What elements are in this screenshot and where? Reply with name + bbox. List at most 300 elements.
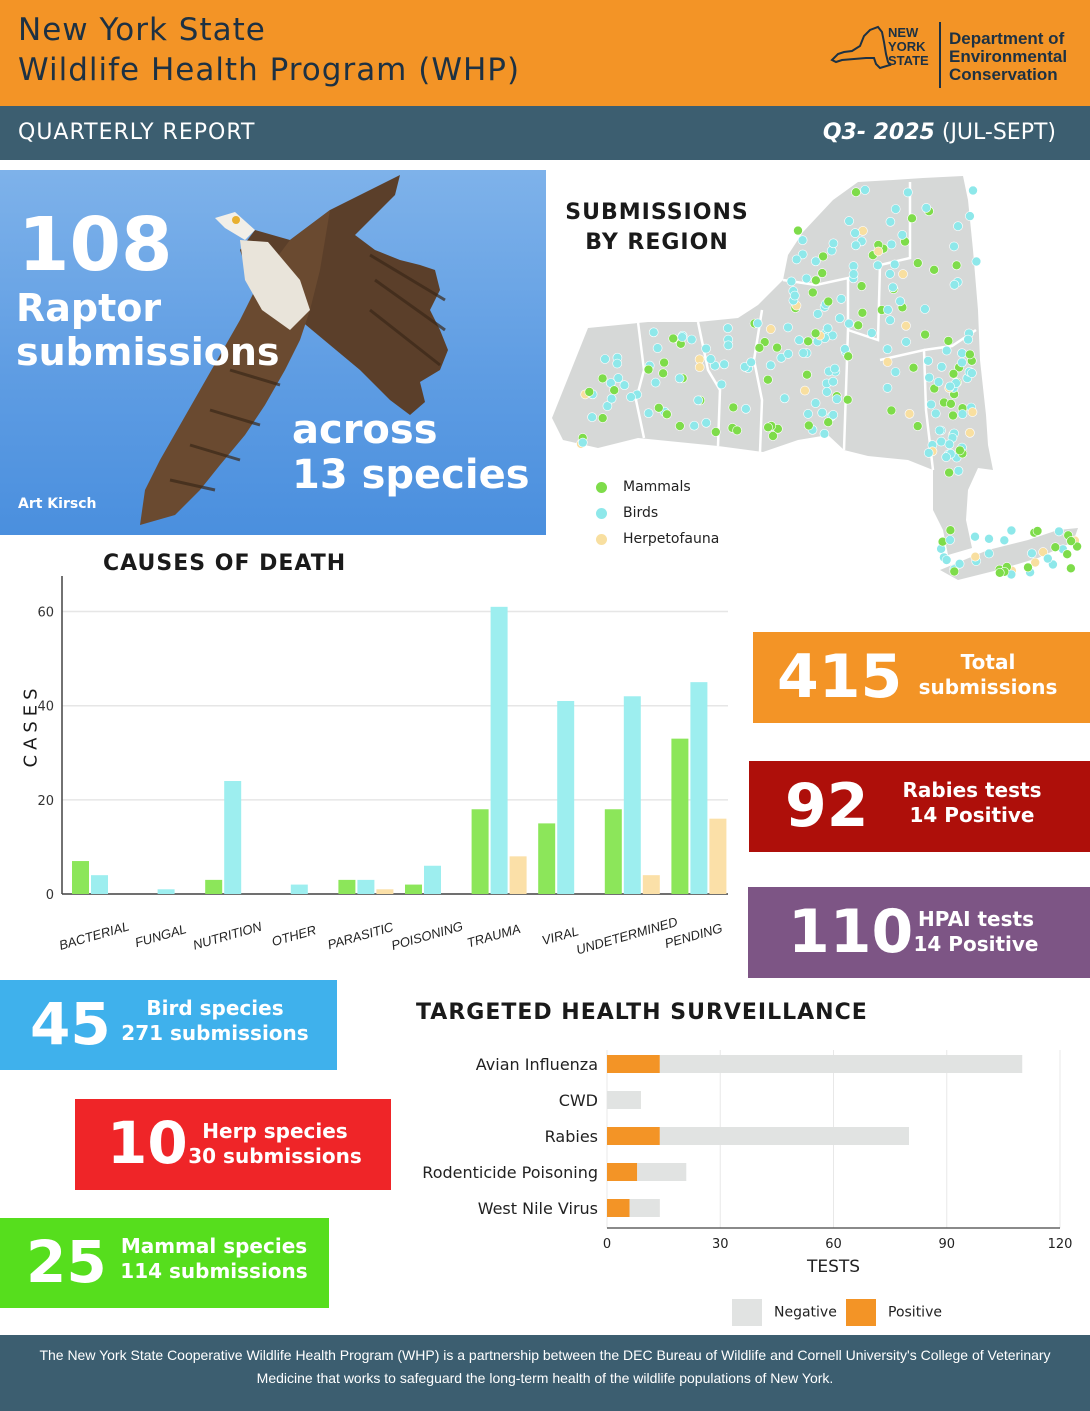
submission-dot [967, 369, 976, 378]
mammal-label-line2: 114 submissions [120, 1259, 308, 1283]
bar-mammals [72, 861, 89, 894]
submission-dot [790, 291, 799, 300]
rabies-number: 92 [785, 771, 869, 841]
y-tick-label: 0 [45, 888, 54, 903]
submission-dot [971, 532, 980, 541]
submission-dot [927, 400, 936, 409]
category-label: Avian Influenza [475, 1055, 598, 1074]
submission-dot [946, 399, 955, 408]
submission-dot [620, 381, 629, 390]
total-submissions-box [753, 632, 1090, 723]
submission-dot [829, 239, 838, 248]
submission-dot [849, 270, 858, 279]
submission-dot [784, 323, 793, 332]
submission-dot [1024, 563, 1033, 572]
logo-divider [939, 22, 941, 88]
bar-birds [291, 885, 308, 894]
submission-dot [773, 343, 782, 352]
y-tick-label: 40 [37, 699, 54, 715]
submission-dot [585, 387, 594, 396]
legend-negative [732, 1299, 837, 1326]
report-months: (JUL-SEPT) [941, 120, 1056, 145]
submission-dot [832, 395, 841, 404]
legend-positive [846, 1299, 942, 1326]
submission-dot [935, 426, 944, 435]
submission-dot [969, 186, 978, 195]
bar-mammals [405, 885, 422, 894]
submission-dot [733, 426, 742, 435]
logo-dept-line: Department of [949, 29, 1065, 48]
surveillance-chart [400, 1030, 1090, 1280]
submission-dot [588, 413, 597, 422]
submission-dot [675, 374, 684, 383]
submission-dot [845, 217, 854, 226]
submission-dot [886, 217, 895, 226]
mammal-species-box [0, 1218, 329, 1308]
submission-dot [942, 346, 951, 355]
submission-dot [1000, 536, 1009, 545]
submission-dot [857, 282, 866, 291]
submission-dot [891, 368, 900, 377]
bar-mammals [338, 880, 355, 894]
program-title-line2: Wildlife Health Program (WHP) [18, 52, 521, 88]
submission-dot [964, 335, 973, 344]
bird-species-number: 45 [30, 990, 111, 1058]
submission-dot [958, 349, 967, 358]
herp-species-number: 10 [107, 1109, 188, 1177]
submission-dot [955, 559, 964, 568]
submission-dot [924, 356, 933, 365]
bird-label-line2: 271 submissions [121, 1021, 309, 1045]
submission-dot [811, 329, 820, 338]
submission-dot [820, 429, 829, 438]
submission-dot [971, 552, 980, 561]
submission-dot [795, 336, 804, 345]
submission-dot [849, 262, 858, 271]
submission-dot [755, 343, 764, 352]
submission-dot [851, 229, 860, 238]
submission-dot [763, 375, 772, 384]
raptor-count: 108 [18, 202, 173, 288]
bar-birds [491, 607, 508, 894]
submission-dot [1043, 554, 1052, 563]
mammal-label-line1: Mammal species [120, 1234, 308, 1258]
submission-dot [968, 408, 977, 417]
submission-dot [858, 308, 867, 317]
rabies-label-line1: Rabies tests [902, 778, 1042, 802]
x-tick-label: PENDING [662, 920, 724, 952]
submission-dot [909, 363, 918, 372]
submission-dot [899, 270, 908, 279]
submission-dot [818, 408, 827, 417]
submission-dot [952, 261, 961, 270]
submission-dot [578, 438, 587, 447]
negative-swatch-icon [732, 1299, 762, 1326]
photo-credit: Art Kirsch [18, 496, 97, 512]
submission-dot [802, 274, 811, 283]
submission-dot [794, 226, 803, 235]
submission-dot [930, 265, 939, 274]
submission-dot [598, 374, 607, 383]
submission-dot [861, 186, 870, 195]
legend-label: Positive [888, 1304, 942, 1321]
submission-dot [822, 387, 831, 396]
submission-dot [653, 344, 662, 353]
rabies-label-line2: 14 Positive [909, 803, 1035, 827]
logo-dept-line: Conservation [949, 65, 1058, 84]
bar-negative [607, 1091, 641, 1109]
herp-species-box [75, 1099, 391, 1190]
submission-dot [598, 414, 607, 423]
bar-negative [630, 1199, 660, 1217]
total-label [913, 650, 1063, 700]
x-tick-label: 120 [1047, 1237, 1073, 1252]
x-tick-label: NUTRITION [191, 918, 264, 953]
bar-mammals [472, 809, 489, 894]
bar-herpetofauna [643, 875, 660, 894]
bar-mammals [205, 880, 222, 894]
submission-dot [954, 222, 963, 231]
submission-dot [886, 316, 895, 325]
bar-birds [158, 889, 175, 894]
submission-dot [717, 380, 726, 389]
submission-dot [995, 568, 1004, 577]
submission-dot [678, 333, 687, 342]
footer-line2: Medicine that works to safeguard the long-term health of the wildlife populations of New York. [256, 1370, 834, 1386]
submission-dot [844, 352, 853, 361]
submission-dot [937, 437, 946, 446]
submission-dot [985, 534, 994, 543]
herpetofauna-dot-icon [596, 534, 607, 545]
submission-dot [954, 466, 963, 475]
causes-chart-ylabel: CASES [20, 683, 42, 768]
nys-outline-logo-icon [830, 24, 892, 72]
footer [0, 1335, 1090, 1411]
submission-dot [955, 446, 964, 455]
submission-dot [804, 421, 813, 430]
submission-dot [711, 428, 720, 437]
submission-dot [651, 378, 660, 387]
herp-species-label [187, 1119, 363, 1169]
bar-herpetofauna [510, 856, 527, 894]
submission-dot [891, 205, 900, 214]
submission-dot [811, 399, 820, 408]
submission-dot [958, 358, 967, 367]
submission-dot [747, 358, 756, 367]
report-band [0, 106, 1090, 160]
x-tick-label: TRAUMA [465, 920, 523, 951]
submission-dot [945, 440, 954, 449]
submission-dot [823, 324, 832, 333]
bar-birds [557, 701, 574, 894]
submission-dot [799, 349, 808, 358]
submission-dot [813, 309, 822, 318]
submission-dot [883, 345, 892, 354]
submission-dot [950, 242, 959, 251]
submission-dot [1067, 537, 1076, 546]
submission-dot [811, 257, 820, 266]
submission-dot [950, 280, 959, 289]
legend-herpetofauna [596, 531, 719, 547]
bar-negative [660, 1055, 1022, 1073]
submission-dot [924, 448, 933, 457]
nys-logo-text [888, 26, 929, 68]
submission-dot [644, 409, 653, 418]
submission-dot [804, 337, 813, 346]
map-title [562, 198, 752, 258]
submission-dot [720, 360, 729, 369]
submission-dot [830, 364, 839, 373]
bird-species-box [0, 980, 337, 1070]
submission-dot [766, 325, 775, 334]
submission-dot [654, 403, 663, 412]
bird-species-label [120, 996, 310, 1046]
submission-dot [804, 409, 813, 418]
y-tick-label: 60 [37, 605, 54, 621]
raptor-label-line1: Raptor [16, 286, 162, 330]
bar-positive [607, 1055, 660, 1073]
submission-dot [766, 361, 775, 370]
x-tick-label: UNDETERMINED [574, 914, 680, 958]
legend-label: Birds [623, 505, 659, 521]
causes-chart-title: CAUSES OF DEATH [103, 551, 347, 576]
total-label-line1: Total [960, 650, 1016, 674]
mammal-species-number: 25 [26, 1228, 107, 1296]
bar-mammals [538, 823, 555, 894]
bird-label-line1: Bird species [146, 996, 284, 1020]
hpai-label [912, 907, 1040, 957]
submission-dot [1066, 564, 1075, 573]
submission-dot [886, 269, 895, 278]
submission-dot [985, 549, 994, 558]
submission-dot [607, 394, 616, 403]
legend-label: Herpetofauna [623, 531, 720, 547]
submission-dot [944, 336, 953, 345]
submission-dot [888, 283, 897, 292]
submission-dot [883, 305, 892, 314]
submission-dot [835, 314, 844, 323]
map-title-line1: SUBMISSIONS [565, 200, 749, 225]
submission-dot [949, 369, 958, 378]
birds-dot-icon [596, 508, 607, 519]
bar-herpetofauna [376, 889, 393, 894]
bar-positive [607, 1199, 630, 1217]
submission-dot [811, 276, 820, 285]
bar-positive [607, 1127, 660, 1145]
herp-label-line2: 30 submissions [188, 1144, 362, 1168]
submission-dot [852, 188, 861, 197]
submission-dot [851, 241, 860, 250]
submission-dot [965, 212, 974, 221]
total-label-line2: submissions [918, 675, 1058, 699]
submission-dot [958, 410, 967, 419]
submission-dot [808, 288, 817, 297]
submission-dot [769, 432, 778, 441]
submission-dot [950, 567, 959, 576]
submission-dot [937, 362, 946, 371]
submission-dot [800, 386, 809, 395]
submission-dot [798, 236, 807, 245]
submission-dot [702, 418, 711, 427]
rabies-label [899, 778, 1045, 828]
submission-dot [965, 428, 974, 437]
submission-dot [883, 383, 892, 392]
positive-swatch-icon [846, 1299, 876, 1326]
submission-dot [913, 422, 922, 431]
footer-line1: The New York State Cooperative Wildlife Health Program (WHP) is a partnership between the DEC Bureau of Wildlife and Cornell University's College of Veterinary [39, 1347, 1051, 1363]
bar-birds [690, 682, 707, 894]
submission-dot [706, 355, 715, 364]
submission-dot [824, 297, 833, 306]
x-tick-label: OTHER [269, 922, 318, 950]
total-number: 415 [777, 642, 903, 712]
submission-dot [687, 335, 696, 344]
submission-dot [695, 363, 704, 372]
submission-dot [946, 382, 955, 391]
bar-birds [424, 866, 441, 894]
submission-dot [931, 409, 940, 418]
bar-positive [607, 1163, 637, 1181]
bar-herpetofauna [709, 819, 726, 894]
legend-label: Negative [774, 1304, 837, 1321]
mammal-species-label [116, 1234, 312, 1284]
submission-dot [867, 329, 876, 338]
hpai-tests-box [748, 887, 1090, 978]
submission-dot [724, 341, 733, 350]
submission-dot [1063, 550, 1072, 559]
bar-birds [91, 875, 108, 894]
bar-birds [224, 781, 241, 894]
submission-dot [854, 321, 863, 330]
submission-dot [829, 377, 838, 386]
bar-negative [660, 1127, 909, 1145]
submission-dot [818, 269, 827, 278]
submission-dot [922, 203, 931, 212]
submission-dot [946, 526, 955, 535]
submission-dot [913, 259, 922, 268]
submission-dot [873, 261, 882, 270]
submission-dot [902, 337, 911, 346]
submission-dot [675, 422, 684, 431]
category-label: Rabies [544, 1127, 598, 1146]
x-tick-label: VIRAL [540, 923, 581, 949]
program-title-line1: New York State [18, 12, 266, 48]
submission-dot [921, 330, 930, 339]
submission-dot [902, 321, 911, 330]
species-label-line2: 13 species [292, 452, 530, 498]
submission-dot [1033, 527, 1042, 536]
submission-dot [845, 319, 854, 328]
submission-dot [874, 247, 883, 256]
submission-dot [890, 260, 899, 269]
surveillance-chart-title: TARGETED HEALTH SURVEILLANCE [416, 1000, 868, 1025]
submission-dot [694, 396, 703, 405]
submission-dot [887, 240, 896, 249]
submission-dot [787, 277, 796, 286]
herp-label-line1: Herp species [202, 1119, 348, 1143]
legend-label: Mammals [623, 479, 691, 495]
submission-dot [803, 370, 812, 379]
submission-dot [883, 358, 892, 367]
rabies-tests-box [749, 761, 1090, 852]
submission-dot [946, 536, 955, 545]
submission-dot [898, 230, 907, 239]
hpai-label-line1: HPAI tests [918, 907, 1034, 931]
submission-dot [887, 406, 896, 415]
submission-dot [965, 350, 974, 359]
x-tick-label: 90 [938, 1237, 956, 1252]
x-axis-label: TESTS [806, 1257, 861, 1277]
submission-dot [903, 188, 912, 197]
hpai-label-line2: 14 Positive [913, 932, 1039, 956]
submission-dot [1051, 543, 1060, 552]
x-tick-label: POISONING [389, 918, 465, 954]
submission-dot [792, 255, 801, 264]
report-type: QUARTERLY REPORT [18, 120, 256, 145]
submission-dot [601, 355, 610, 364]
x-tick-label: 0 [602, 1237, 612, 1252]
submission-dot [824, 418, 833, 427]
submission-dot [784, 349, 793, 358]
submission-dot [949, 411, 958, 420]
bar-birds [357, 880, 374, 894]
submission-dot [690, 421, 699, 430]
logo-state-line: NEW [888, 25, 919, 40]
y-tick-label: 20 [37, 793, 54, 809]
causes-chart [0, 570, 740, 970]
x-tick-label: FUNGAL [133, 921, 189, 951]
submission-dot [1055, 527, 1064, 536]
submission-dot [662, 410, 671, 419]
submission-dot [934, 378, 943, 387]
submission-dot [729, 403, 738, 412]
category-label: Rodenticide Poisoning [422, 1163, 598, 1182]
submission-dot [843, 395, 852, 404]
submission-dot [1007, 526, 1016, 535]
submission-dot [925, 373, 934, 382]
submission-dot [659, 369, 668, 378]
submission-dot [610, 386, 619, 395]
mammals-dot-icon [596, 482, 607, 493]
submission-dot [945, 468, 954, 477]
submission-dot [649, 328, 658, 337]
submission-dot [837, 294, 846, 303]
x-tick-label: 30 [711, 1237, 729, 1252]
logo-state-line: STATE [888, 53, 929, 68]
dec-logo-text [949, 30, 1067, 84]
submission-dot [723, 324, 732, 333]
category-label: CWD [558, 1091, 598, 1110]
submission-dot [780, 394, 789, 403]
submission-dot [908, 214, 917, 223]
submission-dot [753, 319, 762, 328]
submission-dot [669, 334, 678, 343]
submission-dot [613, 359, 622, 368]
bar-negative [637, 1163, 686, 1181]
report-quarter: Q3- 2025 [822, 120, 935, 145]
logo-state-line: YORK [888, 39, 926, 54]
x-tick-label: PARASITIC [325, 919, 396, 953]
species-label-line1: across [292, 407, 438, 453]
legend-mammals [596, 479, 691, 495]
bar-birds [624, 696, 641, 894]
report-period [823, 120, 1056, 145]
legend-birds [596, 505, 658, 521]
submission-dot [920, 305, 929, 314]
logo-dept-line: Environmental [949, 47, 1068, 66]
submission-dot [627, 393, 636, 402]
map-title-line2: BY REGION [585, 230, 729, 255]
